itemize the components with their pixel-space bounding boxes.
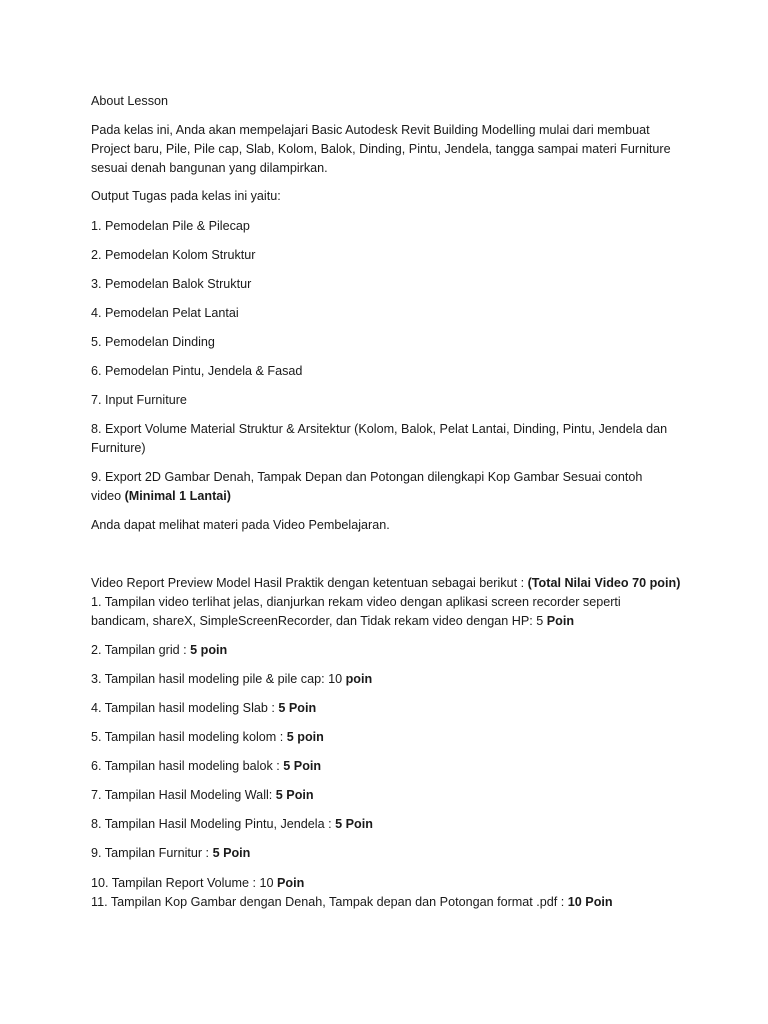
output-item-3: 3. Pemodelan Balok Struktur — [91, 277, 252, 291]
output-item-9-line-1: 9. Export 2D Gambar Denah, Tampak Depan dan Potongan dilengkapi Kop Gambar Sesuai contoh — [91, 470, 643, 484]
criteria-1-points: Poin — [546, 614, 575, 628]
criteria-10-points: Poin — [276, 876, 305, 890]
criteria-1-text: bandicam, shareX, SimpleScreenRecorder, dan Tidak rekam video dengan HP: 5 — [91, 614, 547, 628]
output-item-7: 7. Input Furniture — [91, 393, 187, 407]
criteria-6-text: 6. Tampilan hasil modeling balok : — [91, 759, 284, 773]
criteria-8-points: 5 Poin — [335, 817, 373, 831]
criteria-3 — [91, 670, 372, 689]
criteria-3-points: poin — [345, 672, 373, 686]
criteria-6-points: 5 Poin — [283, 759, 322, 773]
criteria-8-text: 8. Tampilan Hasil Modeling Pintu, Jendela : — [91, 817, 336, 831]
lesson-heading: About Lesson — [91, 94, 169, 108]
criteria-2 — [91, 641, 227, 660]
criteria-11-text: 11. Tampilan Kop Gambar dengan Denah, Tampak depan dan Potongan format .pdf : — [91, 895, 568, 909]
criteria-4-text: 4. Tampilan hasil modeling Slab : — [91, 701, 279, 715]
output-item-6: 6. Pemodelan Pintu, Jendela & Fasad — [91, 364, 303, 378]
criteria-1-line-2 — [91, 612, 574, 631]
criteria-3-text: 3. Tampilan hasil modeling pile & pile cap: 10 — [91, 672, 346, 686]
criteria-11 — [91, 893, 613, 912]
criteria-10-text: 10. Tampilan Report Volume : 10 — [91, 876, 277, 890]
output-item-9-emphasis: (Minimal 1 Lantai) — [124, 489, 231, 503]
output-item-2: 2. Pemodelan Kolom Struktur — [91, 248, 256, 262]
criteria-4 — [91, 699, 316, 718]
criteria-5-points: 5 poin — [286, 730, 324, 744]
criteria-7-points: 5 Poin — [275, 788, 314, 802]
video-intro — [91, 574, 680, 593]
output-item-5: 5. Pemodelan Dinding — [91, 335, 215, 349]
video-total-score: (Total Nilai Video 70 poin) — [527, 576, 681, 590]
criteria-5-text: 5. Tampilan hasil modeling kolom : — [91, 730, 287, 744]
criteria-6 — [91, 757, 321, 776]
intro-line-3: sesuai denah bangunan yang dilampirkan. — [91, 161, 328, 175]
intro-line-2: Project baru, Pile, Pile cap, Slab, Kolom, Balok, Dinding, Pintu, Jendela, tangga sampai materi Furniture — [91, 142, 671, 156]
criteria-9-points: 5 Poin — [212, 846, 251, 860]
criteria-4-points: 5 Poin — [278, 701, 317, 715]
criteria-2-points: 5 poin — [190, 643, 228, 657]
criteria-9-text: 9. Tampilan Furnitur : — [91, 846, 213, 860]
output-item-9-line-2 — [91, 487, 231, 506]
video-intro-text: Video Report Preview Model Hasil Praktik dengan ketentuan sebagai berikut : — [91, 576, 528, 590]
criteria-2-text: 2. Tampilan grid : — [91, 643, 191, 657]
criteria-11-points: 10 Poin — [567, 895, 613, 909]
output-item-4: 4. Pemodelan Pelat Lantai — [91, 306, 239, 320]
intro-line-1: Pada kelas ini, Anda akan mempelajari Basic Autodesk Revit Building Modelling mulai dari membuat — [91, 123, 650, 137]
criteria-1-line-1: 1. Tampilan video terlihat jelas, dianjurkan rekam video dengan aplikasi screen recorder seperti — [91, 595, 621, 609]
criteria-7 — [91, 786, 314, 805]
criteria-8 — [91, 815, 373, 834]
output-title: Output Tugas pada kelas ini yaitu: — [91, 189, 281, 203]
criteria-7-text: 7. Tampilan Hasil Modeling Wall: — [91, 788, 276, 802]
criteria-5 — [91, 728, 324, 747]
materi-text: Anda dapat melihat materi pada Video Pembelajaran. — [91, 518, 390, 532]
criteria-9 — [91, 844, 250, 863]
output-item-8-line-1: 8. Export Volume Material Struktur & Arsitektur (Kolom, Balok, Pelat Lantai, Dinding, Pintu, Jendela dan — [91, 422, 668, 436]
output-item-9-text: video — [91, 489, 125, 503]
output-item-1: 1. Pemodelan Pile & Pilecap — [91, 219, 250, 233]
criteria-10 — [91, 874, 304, 893]
output-item-8-line-2: Furniture) — [91, 441, 146, 455]
